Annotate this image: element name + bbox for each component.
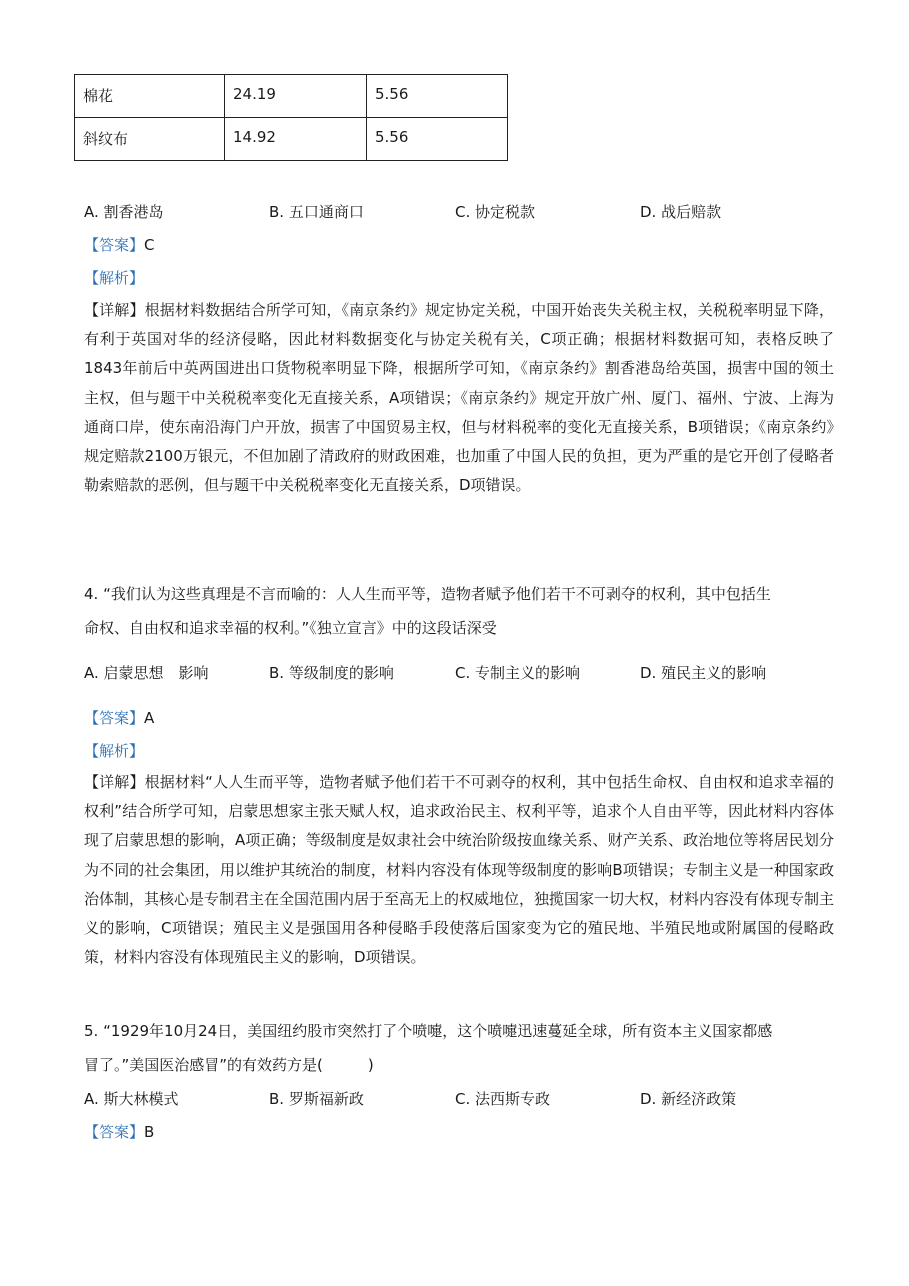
answer-value: C [144,236,155,254]
q5-stem-line1: 5. “1929年10月24日，美国纽约股市突然打了个喷嚏，这个喷嚏迅速蔓延全球，所有资本主义国家都感 [84,1022,773,1040]
q4-option-a: A. 启蒙思想 影响 [84,664,209,682]
q3-option-c: C. 协定税款 [455,203,536,221]
q4-option-c: C. 专制主义的影响 [455,664,581,682]
detail-text: 根据材料数据结合所学可知，《南京条约》规定协定关税，中国开始丧失关税主权，关税税率明显下降，有利于英国对华的经济侵略，因此材料数据变化与协定关税有关，C项正确；根据材料数据可知，表格反映了1843年前后中英两国进出口货物税率明显下降，根据所学可知，《南京条约》割香港岛给英国，损害中国的领土主权，但与题干中关税税率变化无直接关系，A项错误；《南京条约》规定开放广州、厦门、福州、宁波、上海为通商口岸，使东南沿海门户开放，损害了中国贸易主权，但与材料税率的变化无直接关系，B项错误；《南京条约》规定赔款2100万银元，不但加剧了清政府的财政困难，也加重了中国人民的负担，更为严重的是它开创了侵略者勒索赔款的恶例，但与题干中关税税率变化无直接关系，D项错误。 [84,301,834,495]
table-cell: 棉花 [75,75,225,118]
table-cell: 14.92 [225,118,367,161]
q5-answer [84,1122,154,1142]
q5-option-d: D. 新经济政策 [640,1090,737,1108]
q4-stem-line2: 命权、自由权和追求幸福的权利。”《独立宣言》中的这段话深受 [84,619,497,637]
q4-options [84,663,884,683]
q3-detail [84,296,834,500]
table-row [75,118,508,161]
q5-option-c: C. 法西斯专政 [455,1090,551,1108]
q5-option-b: B. 罗斯福新政 [269,1090,364,1108]
q4-option-b: B. 等级制度的影响 [269,664,394,682]
answer-tag: 【答案】 [84,236,145,254]
q3-option-b: B. 五口通商口 [269,203,364,221]
answer-tag: 【答案】 [84,709,145,727]
detail-tag: 【详解】 [84,773,145,791]
q4-option-d: D. 殖民主义的影响 [640,664,767,682]
table-cell: 斜纹布 [75,118,225,161]
table-cell: 24.19 [225,75,367,118]
detail-tag: 【详解】 [84,301,145,319]
q3-option-d: D. 战后赔款 [640,203,722,221]
q3-option-a: A. 割香港岛 [84,203,164,221]
table-cell: 5.56 [367,75,508,118]
q4-analysis-tag: 【解析】 [84,742,145,760]
q4-answer [84,708,154,728]
detail-text: 根据材料“人人生而平等，造物者赋予他们若干不可剥夺的权利，其中包括生命权、自由权和追求幸福的权利”结合所学可知，启蒙思想家主张天赋人权，追求政治民主、权利平等，追求个人自由平等，因此材料内容体现了启蒙思想的影响，A项正确；等级制度是奴隶社会中统治阶级按血缘关系、财产关系、政治地位等将居民划分为不同的社会集团，用以维护其统治的制度，材料内容没有体现等级制度的影响B项错误；专制主义是一种国家政治体制，其核心是专制君主在全国范围内居于至高无上的权威地位，独揽国家一切大权，材料内容没有体现专制主义的影响，C项错误；殖民主义是强国用各种侵略手段使落后国家变为它的殖民地、半殖民地或附属国的侵略政策，材料内容没有体现殖民主义的影响，D项错误。 [84,773,835,967]
q3-options [84,202,884,222]
table-row [75,75,508,118]
q4-detail [84,768,834,972]
q5-option-a: A. 斯大林模式 [84,1090,179,1108]
answer-tag: 【答案】 [84,1123,145,1141]
q5-stem-line2: 冒了。”美国医治感冒”的有效药方是( ) [84,1056,374,1074]
answer-value: A [144,709,155,727]
q5-options [84,1089,884,1109]
q3-answer [84,235,155,255]
answer-value: B [144,1123,155,1141]
q3-analysis-tag: 【解析】 [84,269,145,287]
tax-rate-table [74,74,508,161]
q4-stem-line1: 4. “我们认为这些真理是不言而喻的：人人生而平等，造物者赋予他们若干不可剥夺的权利，其中包括生 [84,585,771,603]
table-cell: 5.56 [367,118,508,161]
